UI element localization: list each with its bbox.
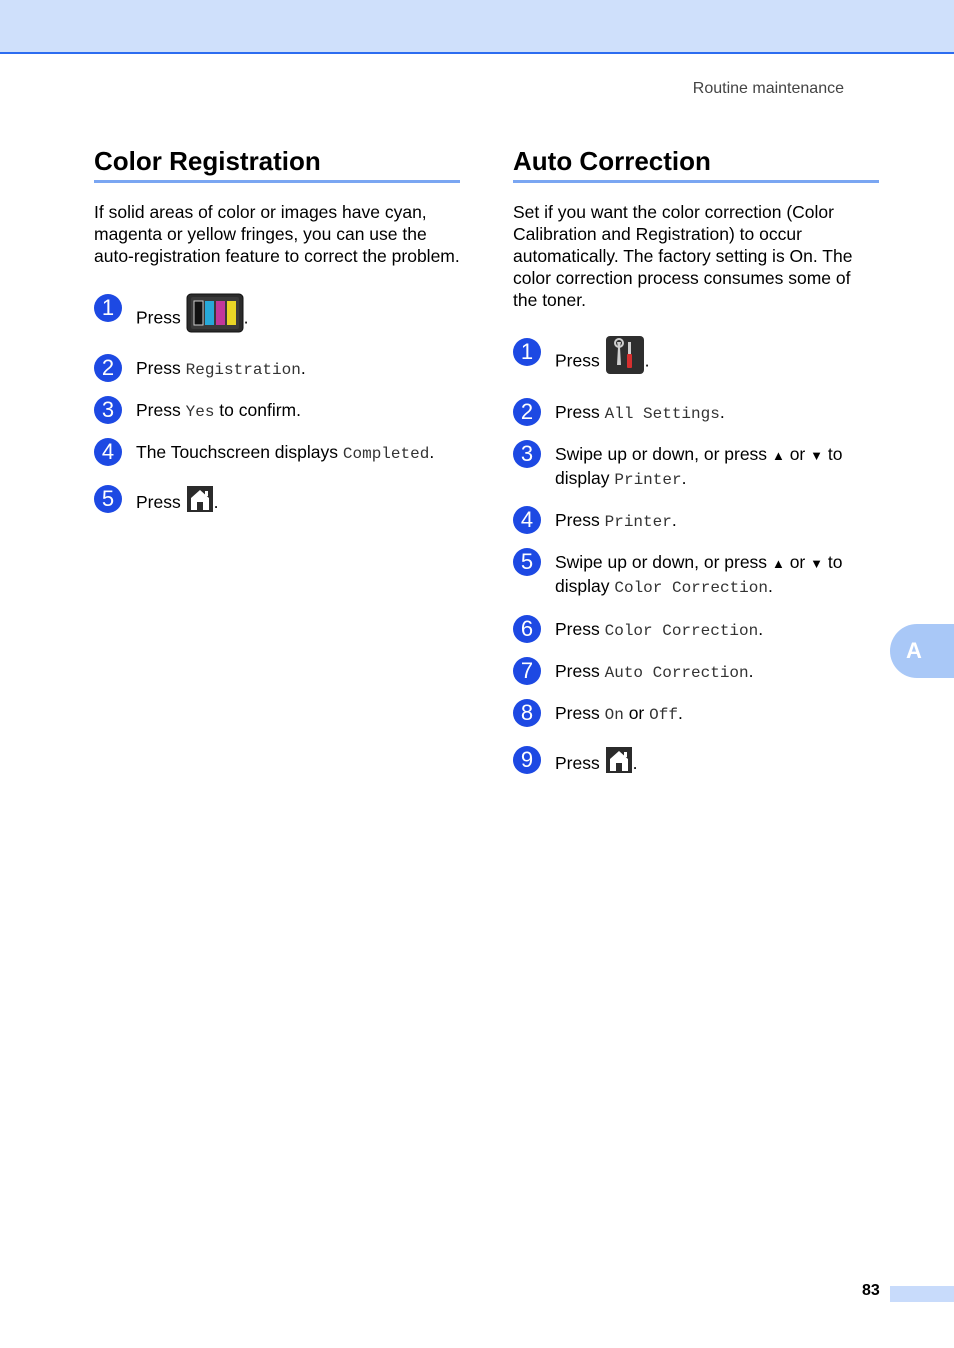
up-arrow-icon[interactable]: ▲ xyxy=(771,556,785,571)
option-on[interactable]: On xyxy=(604,706,624,724)
step-number: 6 xyxy=(513,615,541,643)
step-3: 3 Press Yes to confirm. xyxy=(94,399,460,423)
color-registration-intro: If solid areas of color or images have cyan, magenta or yellow fringes, you can use the auto-registration feature to correct the problem. xyxy=(94,202,460,266)
step-1: 1 Press . xyxy=(513,335,879,389)
step-number: 7 xyxy=(513,657,541,685)
step-8: 8 Press On or Off. xyxy=(513,702,879,726)
down-arrow-icon[interactable]: ▼ xyxy=(810,448,823,463)
step-5: 5 Press . xyxy=(94,485,460,522)
status-completed: Completed xyxy=(342,445,430,463)
settings-tools-icon[interactable] xyxy=(605,335,645,389)
menu-option-all-settings[interactable]: All Settings xyxy=(604,405,720,423)
step-2: 2 Press Registration. xyxy=(94,357,460,381)
step-number: 1 xyxy=(513,338,541,366)
step-2: 2 Press All Settings. xyxy=(513,401,879,425)
down-arrow-icon[interactable]: ▼ xyxy=(810,556,823,571)
step-4: 4 Press Printer. xyxy=(513,509,879,533)
top-header-band xyxy=(0,0,954,54)
page-number-bar xyxy=(890,1286,954,1302)
section-title-auto-correction: Auto Correction xyxy=(513,146,879,183)
page-number: 83 xyxy=(862,1282,880,1299)
step-6: 6 Press Color Correction. xyxy=(513,618,879,642)
option-off[interactable]: Off xyxy=(649,706,678,724)
step-number: 2 xyxy=(513,398,541,426)
step-number: 3 xyxy=(94,396,122,424)
step-number: 3 xyxy=(513,440,541,468)
step-5: 5 Swipe up or down, or press ▲ or ▼ to display Color Correction. xyxy=(513,551,879,599)
step-number: 8 xyxy=(513,699,541,727)
color-registration-steps xyxy=(94,293,460,522)
appendix-tab: A xyxy=(890,624,954,678)
button-yes[interactable]: Yes xyxy=(185,403,215,421)
step-number: 4 xyxy=(94,438,122,466)
running-head: Routine maintenance xyxy=(692,80,844,97)
step-number: 5 xyxy=(94,485,122,513)
menu-option-registration[interactable]: Registration xyxy=(185,361,301,379)
color-registration-section xyxy=(94,146,460,522)
home-icon[interactable] xyxy=(186,485,214,522)
ink-icon[interactable] xyxy=(186,293,244,345)
section-title-color-registration: Color Registration xyxy=(94,146,460,183)
step-7: 7 Press Auto Correction. xyxy=(513,660,879,684)
step-1: 1 Press . xyxy=(94,293,460,345)
home-icon[interactable] xyxy=(605,746,633,783)
menu-option-printer[interactable]: Printer xyxy=(604,513,672,531)
menu-option-color-correction: Color Correction xyxy=(614,579,768,597)
up-arrow-icon[interactable]: ▲ xyxy=(771,448,785,463)
step-3: 3 Swipe up or down, or press ▲ or ▼ to display Printer. xyxy=(513,443,879,491)
step-9: 9 Press . xyxy=(513,746,879,783)
step-number: 9 xyxy=(513,746,541,774)
step-number: 1 xyxy=(94,294,122,322)
step-number: 4 xyxy=(513,506,541,534)
menu-option-printer: Printer xyxy=(614,471,682,489)
menu-option-auto-correction[interactable]: Auto Correction xyxy=(604,664,749,682)
auto-correction-steps xyxy=(513,335,879,783)
auto-correction-section xyxy=(513,146,879,783)
step-number: 2 xyxy=(94,354,122,382)
step-number: 5 xyxy=(513,548,541,576)
auto-correction-intro: Set if you want the color correction (Color Calibration and Registration) to occur automatically. The factory setting is On. The color correction process consumes some of the toner. xyxy=(513,202,853,310)
step-4: 4 The Touchscreen displays Completed. xyxy=(94,441,460,465)
menu-option-color-correction[interactable]: Color Correction xyxy=(604,622,759,640)
